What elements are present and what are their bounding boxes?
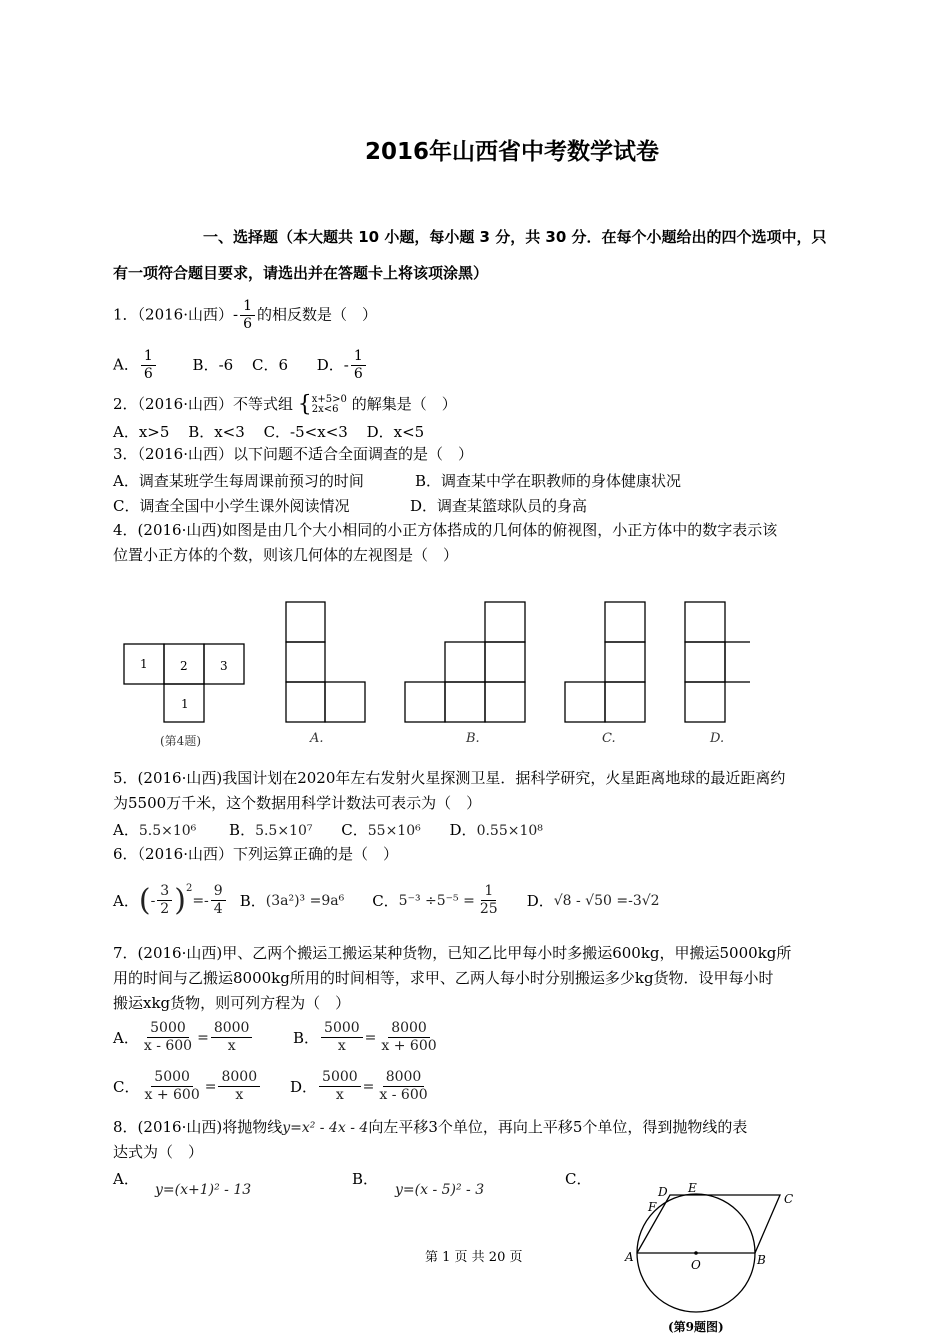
- q1-option-d: D．-: [316, 355, 349, 374]
- label-d: D: [658, 1185, 668, 1199]
- choice-c-square: [565, 682, 605, 722]
- q7-option-a: A． $\frac{5000}{x - 600}$ = $\frac{8000}{x}$: [113, 1020, 254, 1055]
- label-b: B: [757, 1253, 766, 1267]
- question-4-line2: 位置小正方体的个数，则该几何体的左视图是（ ）: [113, 546, 459, 564]
- choice-b-square: [485, 682, 525, 722]
- choice-d-square: [685, 602, 725, 642]
- topview-number: 1: [140, 657, 148, 671]
- q9-figure-caption: (第9题图): [668, 1320, 724, 1334]
- choice-b-label: B.: [466, 731, 480, 746]
- choice-c-square: [605, 642, 645, 682]
- choice-b-square: [445, 682, 485, 722]
- page-title: 2016年山西省中考数学试卷: [365, 139, 660, 165]
- q8-option-a-label: A．: [113, 1170, 139, 1188]
- q2-option-a: A．x>5: [113, 423, 170, 441]
- q5-option-b-value: 5.5×10⁷: [255, 823, 313, 839]
- question-3: 3．（2016·山西）以下问题不适合全面调查的是（ ）: [113, 445, 473, 463]
- question-5-line1: 5．(2016·山西)我国计划在2020年左右发射火星探测卫星．据科学研究，火星距离地球的最近距离约: [113, 769, 786, 787]
- q2-inequality-system: { x+5>0 2x<6: [297, 392, 347, 417]
- label-o: O: [691, 1258, 701, 1272]
- choice-b-square: [485, 642, 525, 682]
- q1-options: [113, 348, 368, 383]
- q4-figure: [110, 590, 750, 750]
- question-2: [113, 394, 457, 415]
- q6-option-a-label: A．: [113, 892, 139, 910]
- q2-option-d: D．x<5: [366, 423, 425, 441]
- choice-c-label: C.: [602, 731, 616, 746]
- q8-option-c-label: C．: [565, 1170, 592, 1188]
- q5-option-a-value: 5.5×10⁶: [138, 823, 197, 839]
- label-e: E: [688, 1181, 697, 1195]
- q2-prefix: 2．（2016·山西）不等式组: [113, 395, 293, 413]
- choice-b-square: [405, 682, 445, 722]
- q6-option-c-label: C．: [372, 892, 399, 910]
- q4-figure-label: (第4题): [160, 734, 201, 748]
- choice-a-square: [286, 602, 325, 642]
- question-6: 6．（2016·山西）下列运算正确的是（ ）: [113, 845, 398, 863]
- q5-option-b-label: B．: [229, 821, 256, 839]
- question-8-line2: 达式为（ ）: [113, 1143, 204, 1161]
- q5-option-d-label: D．: [449, 821, 477, 839]
- choice-a-square: [325, 682, 365, 722]
- q2-option-c: C．-5<x<3: [263, 423, 348, 441]
- q3-option-d: D．调查某篮球队员的身高: [410, 497, 588, 515]
- choice-d-square: [685, 642, 725, 682]
- q1-option-a: A．: [113, 355, 139, 374]
- question-7-line2: 用的时间与乙搬运8000kg所用的时间相等，求甲、乙两人每小时分别搬运多少kg货物．设甲每小时: [113, 969, 774, 987]
- q9-figure: [620, 1175, 810, 1335]
- q1-option-a-fraction: $\frac{1}{6}$: [141, 348, 156, 383]
- q1-option-b: B．-6: [192, 355, 234, 374]
- question-1: [113, 298, 377, 333]
- q1-option-d-fraction: $\frac{1}{6}$: [351, 348, 366, 383]
- q7-option-c: C． $\frac{5000}{x + 600}$ = $\frac{8000}{x}$: [113, 1069, 262, 1104]
- topview-number: 3: [220, 659, 228, 673]
- choice-b-square: [485, 602, 525, 642]
- center-dot: [694, 1251, 698, 1255]
- q8-option-b-label: B．: [352, 1170, 379, 1188]
- q3-option-c: C．调查全国中小学生课外阅读情况: [113, 497, 350, 515]
- question-7-line1: 7．(2016·山西)甲、乙两个搬运工搬运某种货物，已知乙比甲每小时多搬运600kg，甲搬运5000kg所: [113, 944, 792, 962]
- q5-option-a-label: A．: [113, 821, 139, 839]
- section-heading-line1: 一、选择题（本大题共 10 小题，每小题 3 分，共 30 分．在每个小题给出的四个选项中，只: [203, 228, 827, 246]
- choice-d-square: [725, 642, 750, 682]
- choice-d-square: [685, 682, 725, 722]
- q6-option-d-expr: √8 - √50 =-3√2: [553, 892, 660, 909]
- parallelogram-abcd: [637, 1195, 780, 1253]
- topview-number: 2: [180, 659, 188, 673]
- choice-d-label: D.: [710, 731, 725, 746]
- q8-parabola-expr: y=x² - 4x - 4: [282, 1120, 369, 1136]
- choice-a-square: [286, 682, 325, 722]
- question-8-line1: 8．(2016·山西)将抛物线y=x² - 4x - 4向左平移3个单位，再向上平移5个单位，得到抛物线的表: [113, 1118, 748, 1136]
- q6-option-b-expr: (3a²)³ =9a⁶: [265, 892, 345, 909]
- question-4-line1: 4．(2016·山西)如图是由几个大小相同的小正方体搭成的几何体的俯视图，小正方体中的数字表示该: [113, 521, 778, 539]
- choice-a-label: A.: [310, 731, 324, 746]
- q5-option-d-value: 0.55×10⁸: [476, 823, 543, 839]
- page-footer: 第 1 页 共 20 页: [425, 1250, 523, 1265]
- q1-prefix: 1．（2016·山西）-: [113, 305, 239, 324]
- label-c: C: [784, 1192, 794, 1206]
- label-a: A: [625, 1250, 634, 1264]
- choice-c-square: [605, 682, 645, 722]
- question-7-line3: 搬运xkg货物，则可列方程为（ ）: [113, 994, 351, 1012]
- question-5-line2: 为5500万千米，这个数据用科学计数法可表示为（ ）: [113, 794, 482, 812]
- q2-system-line-1: x+5>0: [311, 394, 347, 405]
- q1-fraction: $\frac{1}{6}$: [240, 298, 255, 333]
- q2-suffix: 的解集是（ ）: [351, 395, 457, 413]
- q6-option-c-expr: 5⁻³ ÷5⁻⁵ = $\frac{1}{25}$: [398, 883, 498, 917]
- q5-option-c-value: 55×10⁶: [367, 823, 421, 839]
- q7-option-b: B． $\frac{5000}{x}$ = $\frac{8000}{x + 600}$: [293, 1020, 437, 1054]
- topview-number: 1: [181, 697, 189, 711]
- choice-c-square: [605, 602, 645, 642]
- q6-options: [113, 883, 660, 918]
- q1-option-c: C．6: [251, 355, 288, 374]
- q3-option-b: B．调查某中学在职教师的身体健康状况: [415, 472, 682, 490]
- q2-system-line-2: 2x<6: [311, 404, 339, 415]
- q5-option-c-label: C．: [341, 821, 368, 839]
- q6-option-d-label: D．: [526, 892, 554, 910]
- q8-option-b-expr: y=(x - 5)² - 3: [395, 1182, 485, 1198]
- q7-option-d: D． $\frac{5000}{x}$ = $\frac{8000}{x - 600}$: [290, 1069, 428, 1103]
- q5-options: [113, 819, 543, 840]
- q6-option-a-expr: ( - $\frac{3}{2}$ ) $^2$ =- $\frac{9}{4}$: [139, 883, 228, 918]
- choice-b-square: [445, 642, 485, 682]
- q2-options: [113, 421, 424, 442]
- q8-option-a-expr: y=(x+1)² - 13: [155, 1182, 252, 1198]
- section-heading-line2: 有一项符合题目要求，请选出并在答题卡上将该项涂黑）: [113, 264, 489, 282]
- q2-option-b: B．x<3: [188, 423, 245, 441]
- q1-suffix: 的相反数是（ ）: [256, 305, 377, 324]
- q6-option-b-label: B．: [239, 892, 266, 910]
- label-f: F: [648, 1200, 657, 1214]
- q3-option-a: A．调查某班学生每周课前预习的时间: [113, 472, 364, 490]
- choice-a-square: [286, 642, 325, 682]
